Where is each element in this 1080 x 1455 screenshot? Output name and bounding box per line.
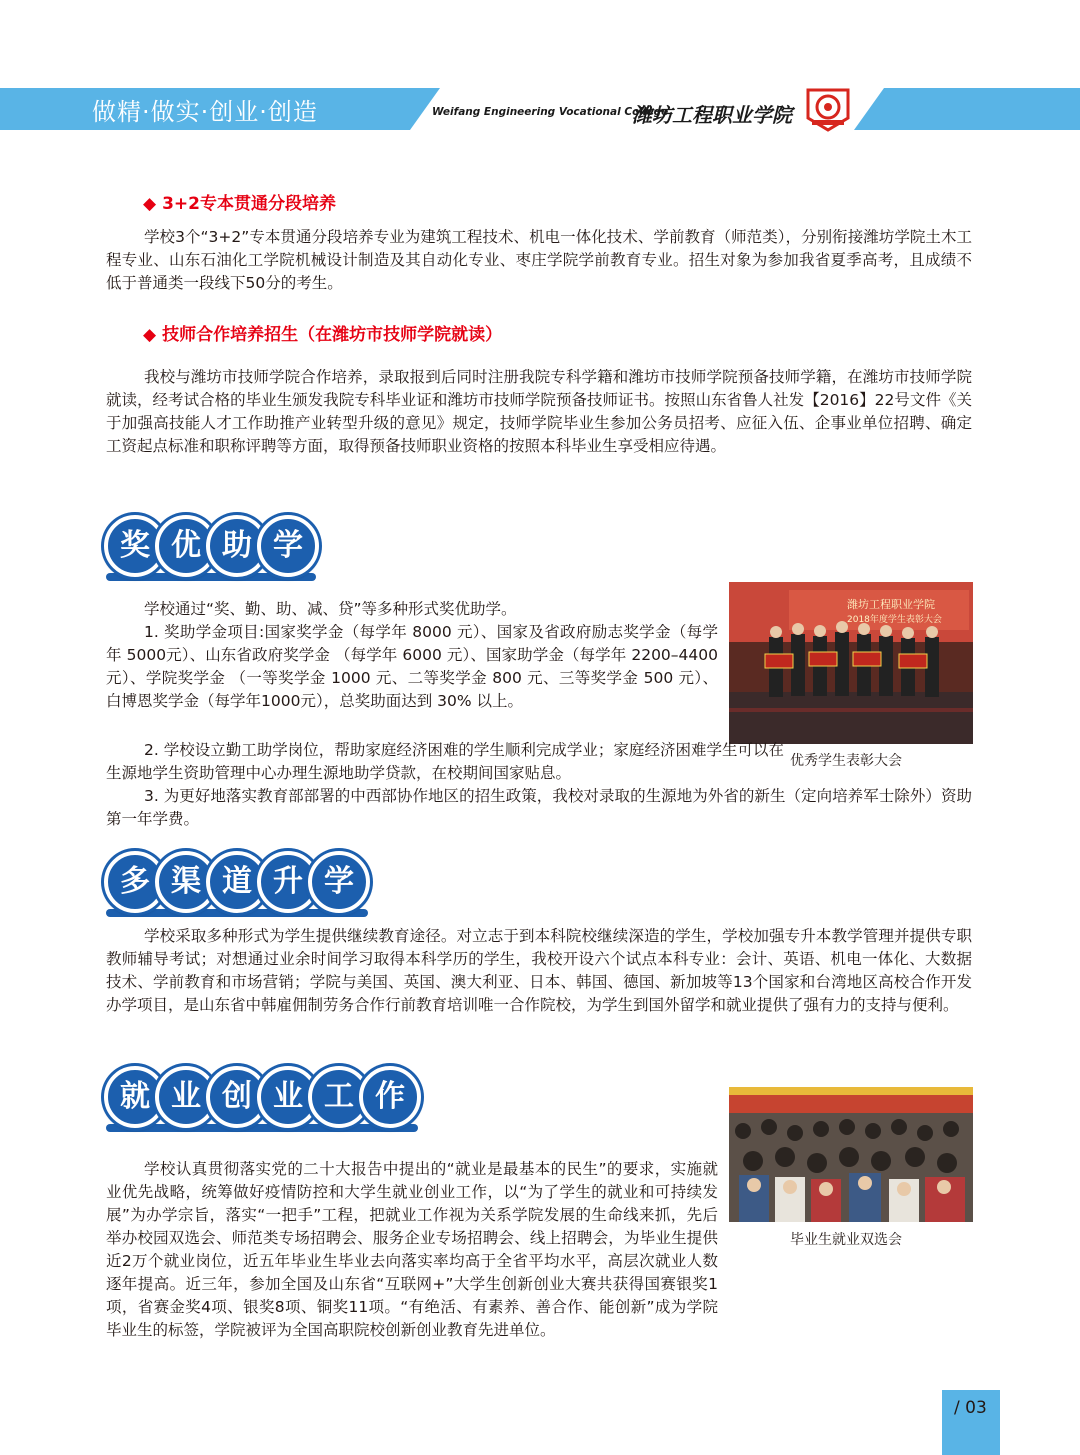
duoqudao-paragraph: 学校采取多种形式为学生提供继续教育途径。对立志于到本科院校继续深造的学生，学校加强专升本教学管理并提供专职教师辅导考试；对想通过业余时间学习取得本科学历的学生，我校开设六个试点本科专业：会计、英语、机电一体化、大数据技术、学前教育和市场营销；学院与美国、英国、澳大利亚、日本、韩国、德国、新加坡等13个国家和台湾地区高校合作开发办学项目，是山东省中韩雇佣制劳务合作行前教育培训唯一合作院校，为学生到国外留学和就业提供了强有力的支持与便利。: [106, 927, 972, 1014]
section-duoqudao-body: [106, 925, 972, 1017]
college-emblem-icon: [800, 88, 856, 132]
job-fair-photo: [729, 1087, 973, 1222]
badge-char: 创: [206, 1066, 268, 1128]
badge-char: 业: [155, 1066, 217, 1128]
page-number: / 03: [954, 1398, 987, 1418]
photo-banner-subtitle: 2018年度学生表彰大会: [847, 615, 942, 625]
diamond-bullet-icon: ◆: [143, 325, 157, 345]
badge-char: 奖: [104, 515, 166, 577]
badge-char: 多: [104, 851, 166, 913]
badge-char: 升: [257, 851, 319, 913]
section-jishi-paragraph: 我校与潍坊市技师学院合作培养，录取报到后同时注册我院专科学籍和潍坊市技师学院预备技师学籍，在潍坊市技师学院就读，经考试合格的毕业生颁发我院专科毕业证和潍坊市技师学院预备技师证书。按照山东省鲁人社发【2016】22号文件《关于加强高技能人才工作助推产业转型升级的意见》规定，技师学院毕业生参加公务员招考、应征入伍、企事业单位招聘、确定工资起点标准和职称评聘等方面，取得预备技师职业资格的按照本科毕业生享受相应待遇。: [106, 368, 972, 455]
header-slogan: 做精·做实·创业·创造: [92, 98, 318, 126]
jiangyou-item-2: 2. 学校设立勤工助学岗位，帮助家庭经济困难的学生顺利完成学业；家庭经济困难学生可以在生源地学生资助管理中心办理生源地助学贷款，在校期间国家贴息。: [106, 741, 784, 782]
section-32-paragraph: 学校3个“3+2”专本贯通分段培养专业为建筑工程技术、机电一体化技术、学前教育（师范类），分别衔接潍坊学院土木工程专业、山东石油化工学院机械设计制造及其自动化专业、枣庄学院学前教育专业。招生对象为参加我省夏季高考，且成绩不低于普通类一段线下50分的考生。: [106, 228, 972, 292]
award-ceremony-photo: [729, 582, 973, 744]
badge-char: 学: [308, 851, 370, 913]
college-name-english: Weifang Engineering Vocational College: [432, 106, 669, 118]
jiangyou-intro: 学校通过“奖、勤、助、减、贷”等多种形式奖优助学。: [144, 600, 517, 618]
badge-char: 作: [359, 1066, 421, 1128]
section-heading-jishi: [143, 320, 502, 345]
section-jiangyou-body: [106, 598, 718, 713]
photo-banner-title: 潍坊工程职业学院: [847, 598, 935, 611]
jiangyou-item-1: 1. 奖助学金项目:国家奖学金（每学年 8000 元）、国家及省政府励志奖学金（每学年 5000元）、山东省政府奖学金 （每学年 6000 元）、国家助学金（每学年 2200–4400 元）、学院奖学金 （一等奖学金 1000 元、二等奖学金 800 元、三等奖学金 500 元）、白博恩奖学金（每学年1000元），总奖助面达到 30% 以上。: [106, 623, 718, 710]
section-heading-jishi-text: 技师合作培养招生（在潍坊市技师学院就读）: [162, 325, 503, 345]
badge-char: 就: [104, 1066, 166, 1128]
badge-char: 业: [257, 1066, 319, 1128]
badge-char: 助: [206, 515, 268, 577]
header-right-ribbon: [854, 88, 1080, 130]
section-heading-32-text: 3+2专本贯通分段培养: [162, 194, 336, 214]
badge-char: 道: [206, 851, 268, 913]
section-heading-32: [143, 189, 336, 214]
diamond-bullet-icon: ◆: [143, 194, 157, 214]
badge-underline: [106, 1124, 418, 1132]
badge-char: 工: [308, 1066, 370, 1128]
jiuye-paragraph: 学校认真贯彻落实党的二十大报告中提出的“就业是最基本的民生”的要求，实施就业优先战略，统筹做好疫情防控和大学生就业创业工作，以“为了学生的就业和可持续发展”为办学宗旨，落实“一把手”工程，把就业工作视为关系学院发展的生命线来抓，先后举办校园双选会、师范类专场招聘会、服务企业专场招聘会、线上招聘会，为毕业生提供近2万个就业岗位，近五年毕业生毕业去向落实率均高于全省平均水平，高层次就业人数逐年提高。近三年，参加全国及山东省“互联网+”大学生创新创业大赛共获得国赛银奖1项，省赛金奖4项、银奖8项、铜奖11项。“有绝活、有素养、善合作、能创新”成为学院毕业生的标签，学院被评为全国高职院校创新创业教育先进单位。: [106, 1160, 718, 1339]
job-fair-photo-caption: 毕业生就业双选会: [790, 1232, 902, 1248]
badge-char: 渠: [155, 851, 217, 913]
badge-char: 学: [257, 515, 319, 577]
section-jiangyou-body-2: [106, 739, 972, 831]
jiangyou-item-3: 3. 为更好地落实教育部部署的中西部协作地区的招生政策，我校对录取的生源地为外省的新生（定向培养军士除外）资助第一年学费。: [106, 787, 972, 828]
section-jishi-body: [106, 366, 972, 458]
badge-char: 优: [155, 515, 217, 577]
award-photo-caption: 优秀学生表彰大会: [790, 753, 902, 769]
section-32-body: [106, 226, 972, 295]
college-name-chinese: 潍坊工程职业学院: [632, 103, 792, 127]
section-jiuye-body: [106, 1158, 718, 1342]
